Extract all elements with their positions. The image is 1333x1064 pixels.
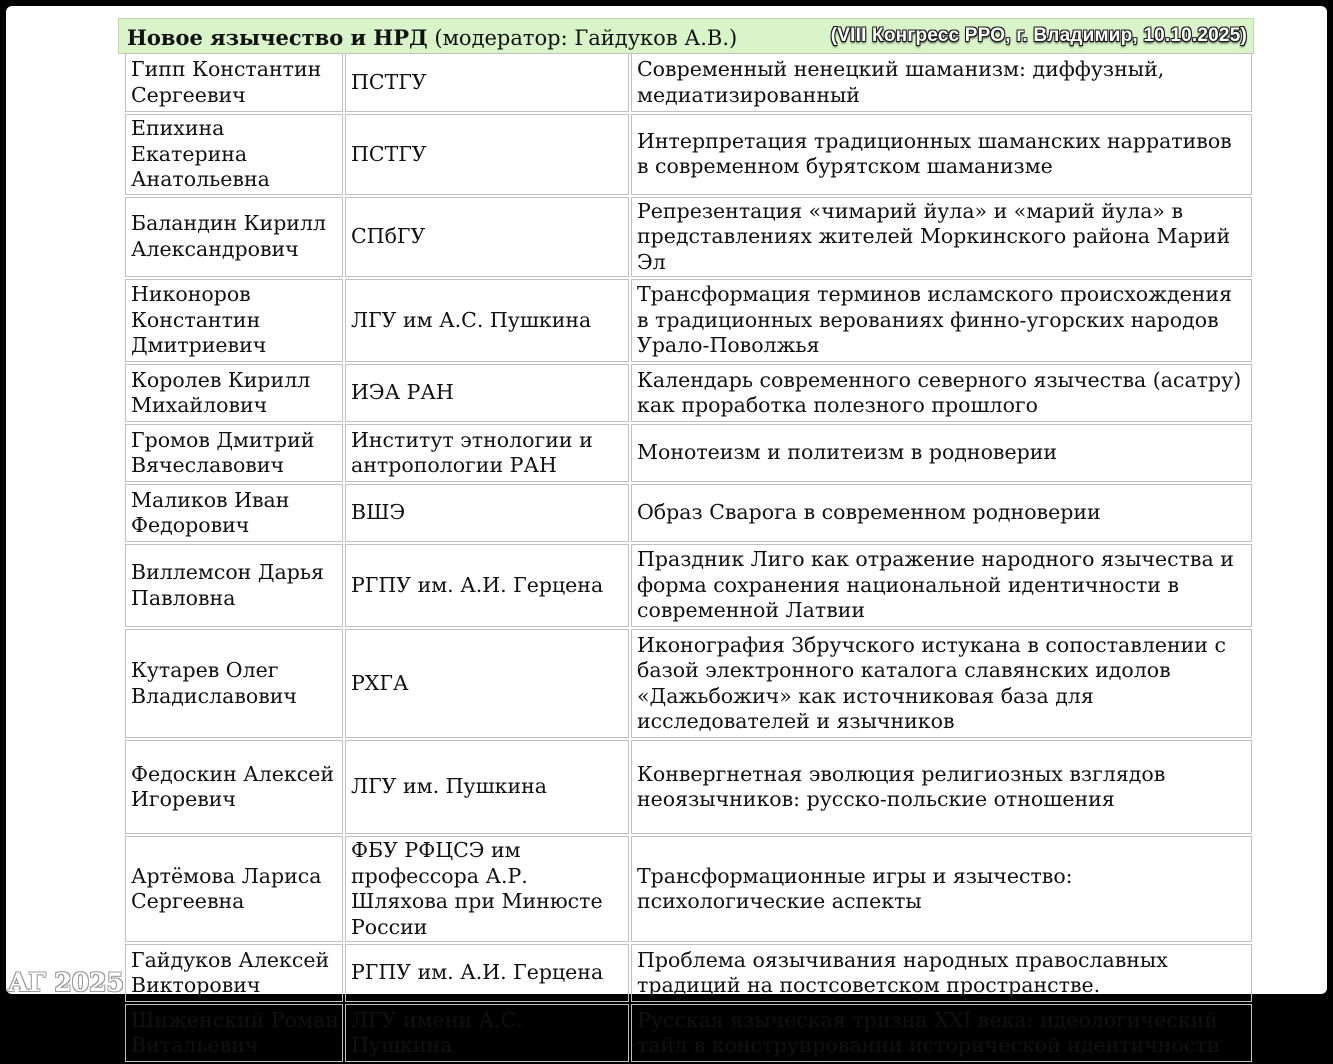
table-row [125,836,1252,942]
speaker-org: Институт этнологии и антропологии РАН [345,424,629,482]
talk-topic: Календарь современного северного язычества (асатру) как проработка полезного прошлого [631,364,1252,422]
watermark: АГ 2025 [8,968,124,997]
section-name: Новое язычество и НРД [127,25,428,50]
speaker-name: Маликов Иван Федорович [125,484,343,542]
table-row [125,364,1252,422]
talk-topic: Праздник Лиго как отражение народного язычества и форма сохранения национальной идентичности в современной Латвии [631,544,1252,627]
speaker-name: Громов Дмитрий Вячеславович [125,424,343,482]
speaker-org: ЛГУ им. Пушкина [345,740,629,834]
moderator-label: (модератор: Гайдуков А.В.) [434,26,738,50]
speaker-name: Шиженский Роман Витальевич [125,1004,343,1062]
section-header [118,18,1254,54]
talk-topic: Конвергнетная эволюция религиозных взглядов неоязычников: русско-польские отношения [631,740,1252,834]
talk-topic: Современный ненецкий шаманизм: диффузный, медиатизированный [631,53,1252,112]
table-row [125,114,1252,195]
table-row [125,424,1252,482]
table-row [125,1004,1252,1062]
talk-topic: Трансформационные игры и язычество: психологические аспекты [631,836,1252,942]
program-table [123,51,1254,1064]
speaker-org: ЛГУ имени А.С. Пушкина [345,1004,629,1062]
speaker-org: ИЭА РАН [345,364,629,422]
speaker-name: Федоскин Алексей Игоревич [125,740,343,834]
speaker-name: Гипп Константин Сергеевич [125,53,343,112]
speaker-org: ПСТГУ [345,53,629,112]
talk-topic: Монотеизм и политеизм в родноверии [631,424,1252,482]
speaker-name: Артёмова Лариса Сергеевна [125,836,343,942]
speaker-org: РГПУ им. А.И. Герцена [345,544,629,627]
speaker-org: РГПУ им. А.И. Герцена [345,944,629,1002]
speaker-org: ВШЭ [345,484,629,542]
speaker-name: Никоноров Константин Дмитриевич [125,279,343,362]
talk-topic: Репрезентация «чимарий йула» и «марий йула» в представлениях жителей Моркинского района Марий Эл [631,197,1252,278]
speaker-name: Епихина Екатерина Анатольевна [125,114,343,195]
table-row [125,53,1252,112]
speaker-org: РХГА [345,629,629,738]
talk-topic: Образ Сварога в современном родноверии [631,484,1252,542]
speaker-org: ПСТГУ [345,114,629,195]
section-title [127,25,737,50]
table-row [125,629,1252,738]
speaker-name: Королев Кирилл Михайлович [125,364,343,422]
table-row [125,484,1252,542]
speaker-name: Гайдуков Алексей Викторович [125,944,343,1002]
talk-topic: Русская языческая тризна XXI века: идеологический тайл в конструировании исторической идентичности [631,1004,1252,1062]
speaker-name: Кутарев Олег Владиславович [125,629,343,738]
event-caption: (VIII Конгресс РРО, г. Владимир, 10.10.2025) [830,25,1247,46]
document-page [6,6,1327,1057]
talk-topic: Иконография Збручского истукана в сопоставлении с базой электронного каталога славянских идолов «Дажьбожич» как источниковая база для исследователей и язычников [631,629,1252,738]
talk-topic: Проблема оязычивания народных православных традиций на постсоветском пространстве. [631,944,1252,1002]
speaker-name: Баландин Кирилл Александрович [125,197,343,278]
table-row [125,740,1252,834]
speaker-org: ФБУ РФЦСЭ им профессора А.Р. Шляхова при Минюсте России [345,836,629,942]
speaker-org: ЛГУ им А.С. Пушкина [345,279,629,362]
speaker-name: Виллемсон Дарья Павловна [125,544,343,627]
table-row [125,197,1252,278]
table-row [125,279,1252,362]
speaker-org: СПбГУ [345,197,629,278]
table-row [125,544,1252,627]
talk-topic: Трансформация терминов исламского происхождения в традиционных верованиях финно-угорских народов Урало-Поволжья [631,279,1252,362]
talk-topic: Интерпретация традиционных шаманских нарративов в современном бурятском шаманизме [631,114,1252,195]
table-row [125,944,1252,1002]
